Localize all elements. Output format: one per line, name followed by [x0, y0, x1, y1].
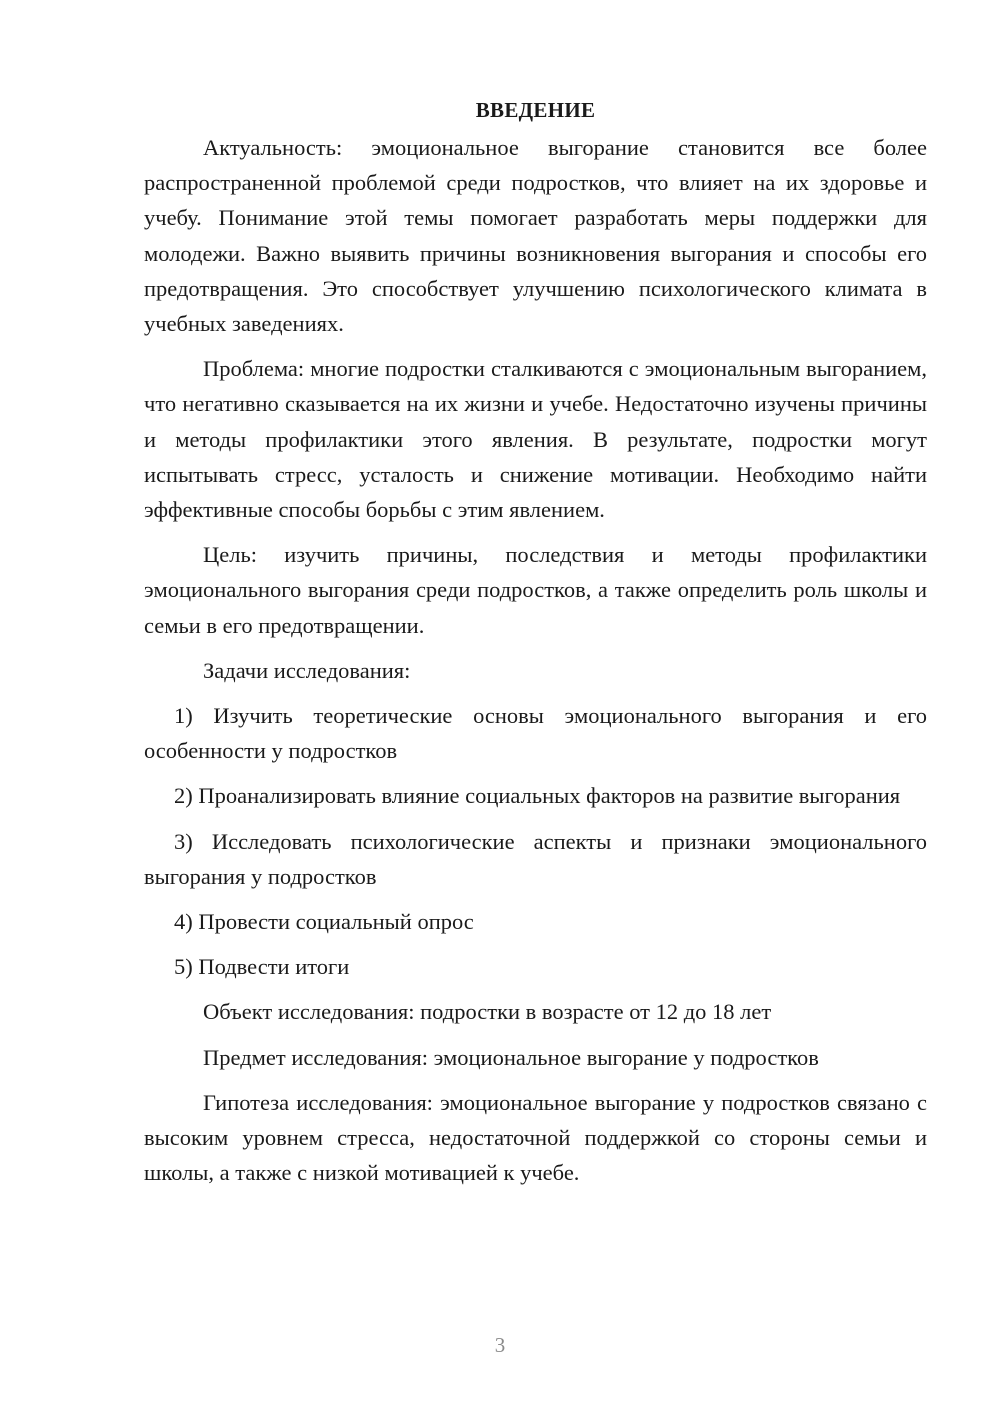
section-title: ВВЕДЕНИЕ	[475, 98, 596, 122]
research-hypothesis: Гипотеза исследования: эмоциональное выгорание у подростков связано с высоким уровнем стресса, недостаточной поддержкой со стороны семьи и школы, а также с низкой мотивацией к учебе.	[144, 1089, 927, 1186]
task-item-5: 5) Подвести итоги	[174, 954, 350, 980]
page-number: 3	[494, 1333, 506, 1357]
document-page	[144, 95, 927, 1200]
tasks-heading: Задачи исследования:	[203, 657, 411, 683]
task-item-3: 3) Исследовать психологические аспекты и признаки эмоционального выгорания у подростков	[144, 828, 927, 889]
problem-paragraph: Проблема: многие подростки сталкиваются с эмоциональным выгоранием, что негативно сказывается на их жизни и учебе. Недостаточно изучены причины и методы профилактики этого явления. В результате, подростки могут испытывать стресс, усталость и снижение мотивации. Необходимо найти эффективные способы борьбы с этим явлением.	[144, 356, 927, 523]
research-subject: Предмет исследования: эмоциональное выгорание у подростков	[203, 1044, 819, 1070]
task-item-4: 4) Провести социальный опрос	[174, 909, 474, 935]
relevance-paragraph: Актуальность: эмоциональное выгорание становится все более распространенной проблемой среди подростков, что влияет на их здоровье и учебу. Понимание этой темы помогает разработать меры поддержки для молодежи. Важно выявить причины возникновения выгорания и способы его предотвращения. Это способствует улучшению психологического климата в учебных заведениях.	[144, 135, 927, 337]
task-item-1: 1) Изучить теоретические основы эмоционального выгорания и его особенности у подростков	[144, 703, 927, 764]
goal-paragraph: Цель: изучить причины, последствия и методы профилактики эмоционального выгорания среди подростков, а также определить роль школы и семьи в его предотвращении.	[144, 542, 927, 638]
task-item-2: 2) Проанализировать влияние социальных факторов на развитие выгорания	[174, 783, 901, 809]
research-object: Объект исследования: подростки в возрасте от 12 до 18 лет	[203, 999, 772, 1025]
